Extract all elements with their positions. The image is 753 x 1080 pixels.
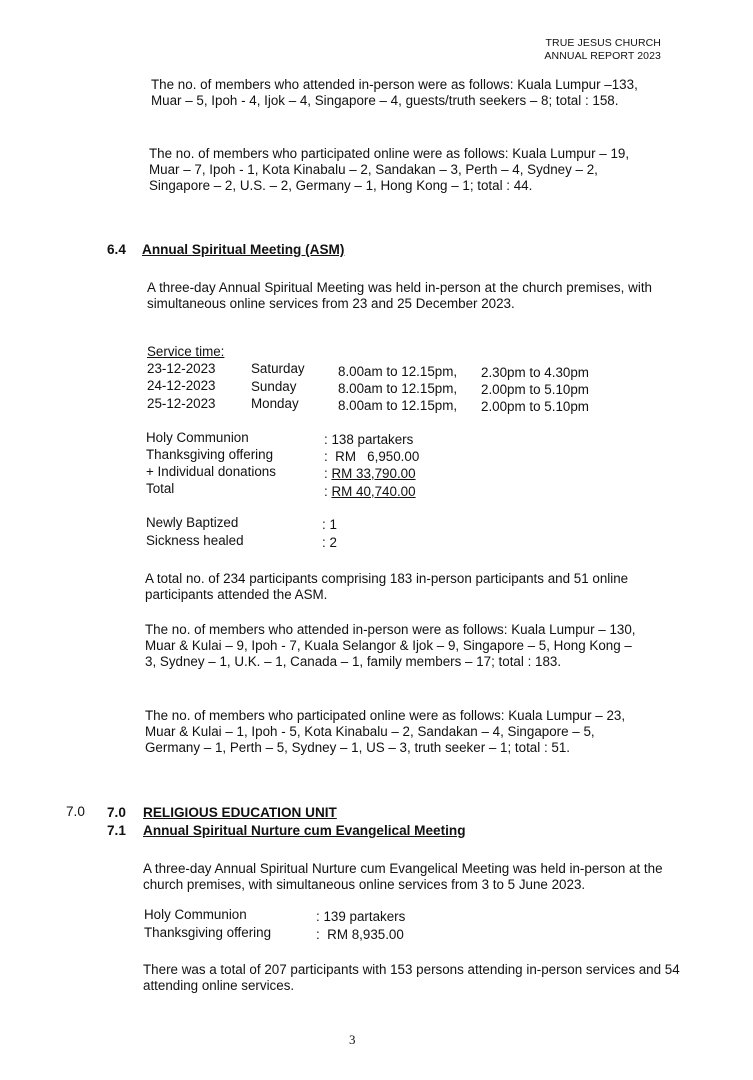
asm-stat-value-total: : RM 40,740.00	[324, 484, 416, 499]
header-line-1: TRUE JESUS CHURCH	[545, 37, 661, 49]
asm-donations-amount: RM 33,790.00	[331, 466, 416, 481]
asm-inperson-paragraph: The no. of members who attended in-person were as follows: Kuala Lumpur – 130, Muar & Kulai – 9, Ipoh - 7, Kuala Selangor & Ijok – 9, Singapore – 5, Hong Kong – 3, Sydney – 1, U.K. – 1, Canada – 1, family members – 17; total : 183.	[145, 622, 636, 670]
service-date-2: 24-12-2023	[147, 378, 216, 393]
asm-stat-label-thanksgiving: Thanksgiving offering	[146, 447, 274, 462]
asm-stat-value-holy-communion: : 138 partakers	[324, 432, 414, 447]
asm-stat-label-holy-communion: Holy Communion	[146, 430, 249, 445]
service-morning-1: 8.00am to 12.15pm,	[338, 364, 458, 379]
asm-total-participants: A total no. of 234 participants comprising 183 in-person participants and 51 online participants attended the ASM.	[145, 571, 629, 603]
page-number: 3	[349, 1032, 356, 1047]
reu-total-participants: There was a total of 207 participants with 153 persons attending in-person services and 54 attending online services.	[143, 962, 680, 994]
reu-stat-value-holy-communion: : 139 partakers	[316, 909, 406, 924]
reu-section-title: RELIGIOUS EDUCATION UNIT	[143, 805, 337, 820]
service-afternoon-2: 2.00pm to 5.10pm	[481, 382, 589, 397]
service-afternoon-3: 2.00pm to 5.10pm	[481, 399, 589, 414]
intro-online-paragraph: The no. of members who participated online were as follows: Kuala Lumpur – 19, Muar – 7, Ipoh - 1, Kota Kinabalu – 2, Sandakan – 3, Perth – 4, Sydney – 2, Singapore – 2, U.S. – 2, Germany – 1, Hong Kong – 1; total : 44.	[149, 146, 630, 194]
report-header	[544, 37, 661, 63]
result-value-healed: : 2	[322, 535, 337, 550]
service-morning-2: 8.00am to 12.15pm,	[338, 381, 458, 396]
service-time-label: Service time:	[147, 344, 225, 359]
asm-stat-value-donations: : RM 33,790.00	[324, 466, 416, 481]
reu-stat-label-thanksgiving: Thanksgiving offering	[144, 925, 272, 940]
reu-description: A three-day Annual Spiritual Nurture cum Evangelical Meeting was held in-person at the church premises, with simultaneous online services from 3 to 5 June 2023.	[143, 861, 663, 893]
asm-online-paragraph: The no. of members who participated online were as follows: Kuala Lumpur – 23, Muar & Kulai – 1, Ipoh - 5, Kota Kinabalu – 2, Sandakan – 4, Singapore – 5, Germany – 1, Perth – 5, Sydney – 1, US – 3, truth seeker – 1; total : 51.	[145, 708, 626, 756]
intro-inperson-paragraph: The no. of members who attended in-person were as follows: Kuala Lumpur –133, Muar – 5, Ipoh - 4, Ijok – 4, Singapore – 4, guests/truth seekers – 8; total : 158.	[151, 77, 638, 109]
asm-stat-label-donations: + Individual donations	[146, 464, 276, 479]
header-line-2: ANNUAL REPORT 2023	[544, 50, 661, 62]
result-value-baptized: : 1	[322, 517, 337, 532]
service-day-2: Sunday	[251, 379, 297, 394]
section-number-7-0: 7.0	[107, 805, 126, 820]
service-date-3: 25-12-2023	[147, 396, 216, 411]
reu-subsection-title: Annual Spiritual Nurture cum Evangelical Meeting	[143, 823, 466, 838]
asm-total-amount: RM 40,740.00	[331, 484, 416, 499]
margin-section-number: 7.0	[66, 804, 85, 819]
section-number-7-1: 7.1	[107, 823, 126, 838]
asm-stat-value-thanksgiving: : RM 6,950.00	[324, 449, 420, 464]
reu-stat-label-holy-communion: Holy Communion	[144, 907, 247, 922]
service-date-1: 23-12-2023	[147, 361, 216, 376]
asm-stat-label-total: Total	[146, 481, 175, 496]
reu-stat-value-thanksgiving: : RM 8,935.00	[316, 927, 404, 942]
asm-description: A three-day Annual Spiritual Meeting was held in-person at the church premises, with simultaneous online services from 23 and 25 December 2023.	[147, 280, 652, 312]
service-morning-3: 8.00am to 12.15pm,	[338, 398, 458, 413]
service-afternoon-1: 2.30pm to 4.30pm	[481, 365, 589, 380]
asm-section-title: Annual Spiritual Meeting (ASM)	[142, 242, 345, 257]
result-label-healed: Sickness healed	[146, 533, 244, 548]
service-day-3: Monday	[251, 396, 299, 411]
service-day-1: Saturday	[251, 361, 305, 376]
result-label-baptized: Newly Baptized	[146, 515, 239, 530]
section-number-6-4: 6.4	[107, 242, 126, 257]
